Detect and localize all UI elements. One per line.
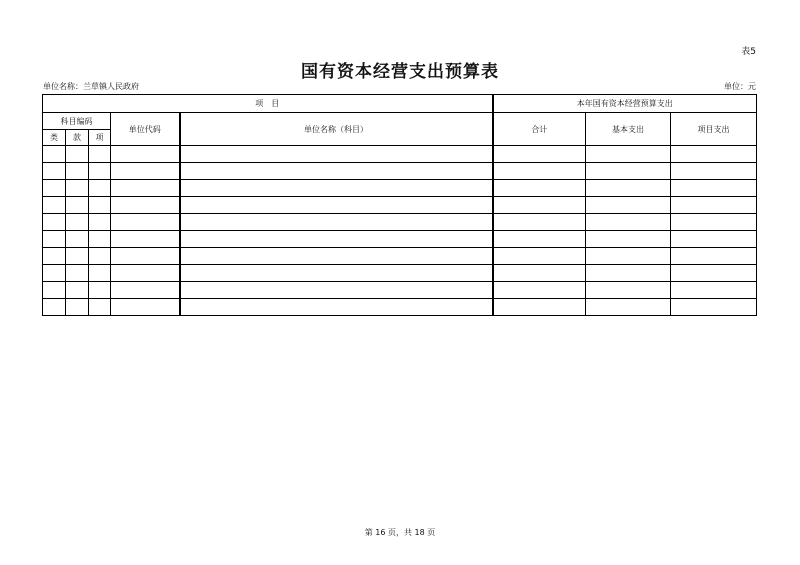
cell-section <box>66 197 89 214</box>
page-title: 国有资本经营支出预算表 <box>301 62 499 82</box>
cell-section <box>66 248 89 265</box>
cell-unit-name <box>180 231 493 248</box>
table-row <box>43 197 757 214</box>
cell-total <box>493 299 586 316</box>
cell-section <box>66 299 89 316</box>
cell-category <box>43 214 66 231</box>
cell-unit-name <box>180 197 493 214</box>
cell-unit-name <box>180 299 493 316</box>
cell-basic-expense <box>586 299 671 316</box>
table-row <box>43 299 757 316</box>
cell-project-expense <box>671 146 757 163</box>
cell-unit-name <box>180 163 493 180</box>
cell-category <box>43 248 66 265</box>
cell-unit-name <box>180 180 493 197</box>
page-footer: 第 16 页，共 18 页 <box>364 528 436 537</box>
cell-category <box>43 299 66 316</box>
table-row <box>43 163 757 180</box>
cell-item <box>89 282 111 299</box>
cell-section <box>66 180 89 197</box>
header-item: 项 目 <box>43 95 493 113</box>
cell-unit-code <box>111 231 180 248</box>
cell-project-expense <box>671 197 757 214</box>
cell-project-expense <box>671 231 757 248</box>
cell-item <box>89 146 111 163</box>
cell-unit-code <box>111 299 180 316</box>
cell-total <box>493 248 586 265</box>
cell-basic-expense <box>586 163 671 180</box>
cell-basic-expense <box>586 197 671 214</box>
cell-basic-expense <box>586 265 671 282</box>
cell-project-expense <box>671 282 757 299</box>
cell-item <box>89 265 111 282</box>
cell-unit-code <box>111 180 180 197</box>
cell-section <box>66 214 89 231</box>
table-row <box>43 282 757 299</box>
cell-unit-code <box>111 214 180 231</box>
cell-item <box>89 197 111 214</box>
header-item-code: 项 <box>89 130 111 146</box>
unit-name: 单位名称：兰草镇人民政府 <box>43 82 139 91</box>
cell-total <box>493 265 586 282</box>
cell-item <box>89 163 111 180</box>
cell-total <box>493 163 586 180</box>
cell-unit-name <box>180 214 493 231</box>
cell-unit-name <box>180 265 493 282</box>
table-row <box>43 231 757 248</box>
cell-project-expense <box>671 180 757 197</box>
cell-project-expense <box>671 163 757 180</box>
cell-unit-code <box>111 163 180 180</box>
cell-unit-code <box>111 282 180 299</box>
cell-total <box>493 197 586 214</box>
header-category: 类 <box>43 130 66 146</box>
cell-item <box>89 180 111 197</box>
cell-project-expense <box>671 248 757 265</box>
cell-category <box>43 231 66 248</box>
cell-category <box>43 180 66 197</box>
cell-basic-expense <box>586 231 671 248</box>
budget-table <box>42 94 757 316</box>
cell-section <box>66 231 89 248</box>
header-row-1 <box>43 95 757 113</box>
cell-category <box>43 282 66 299</box>
header-project-expense: 项目支出 <box>671 113 757 146</box>
cell-total <box>493 146 586 163</box>
cell-unit-code <box>111 265 180 282</box>
cell-total <box>493 231 586 248</box>
header-section: 款 <box>66 130 89 146</box>
cell-section <box>66 146 89 163</box>
cell-item <box>89 214 111 231</box>
table-row <box>43 214 757 231</box>
header-current-year: 本年国有资本经营预算支出 <box>493 95 757 113</box>
cell-category <box>43 146 66 163</box>
cell-category <box>43 163 66 180</box>
cell-basic-expense <box>586 214 671 231</box>
cell-unit-code <box>111 197 180 214</box>
table-row <box>43 146 757 163</box>
cell-unit-code <box>111 146 180 163</box>
cell-project-expense <box>671 265 757 282</box>
cell-total <box>493 214 586 231</box>
cell-unit-name <box>180 282 493 299</box>
cell-project-expense <box>671 299 757 316</box>
cell-category <box>43 265 66 282</box>
header-basic-expense: 基本支出 <box>586 113 671 146</box>
cell-unit-code <box>111 248 180 265</box>
cell-unit-name <box>180 146 493 163</box>
cell-total <box>493 180 586 197</box>
cell-section <box>66 265 89 282</box>
cell-total <box>493 282 586 299</box>
table-row <box>43 180 757 197</box>
cell-item <box>89 231 111 248</box>
cell-basic-expense <box>586 146 671 163</box>
cell-section <box>66 282 89 299</box>
table-number: 表5 <box>741 47 756 57</box>
header-row-2 <box>43 113 757 130</box>
header-unit-name-subject: 单位名称（科目） <box>180 113 493 146</box>
header-total: 合计 <box>493 113 586 146</box>
cell-project-expense <box>671 214 757 231</box>
cell-item <box>89 299 111 316</box>
cell-basic-expense <box>586 248 671 265</box>
table-row <box>43 265 757 282</box>
currency-unit: 单位：元 <box>724 82 756 91</box>
cell-basic-expense <box>586 282 671 299</box>
header-subject-code: 科目编码 <box>43 113 111 130</box>
cell-unit-name <box>180 248 493 265</box>
cell-category <box>43 197 66 214</box>
cell-section <box>66 163 89 180</box>
cell-item <box>89 248 111 265</box>
cell-basic-expense <box>586 180 671 197</box>
header-unit-code: 单位代码 <box>111 113 180 146</box>
table-row <box>43 248 757 265</box>
